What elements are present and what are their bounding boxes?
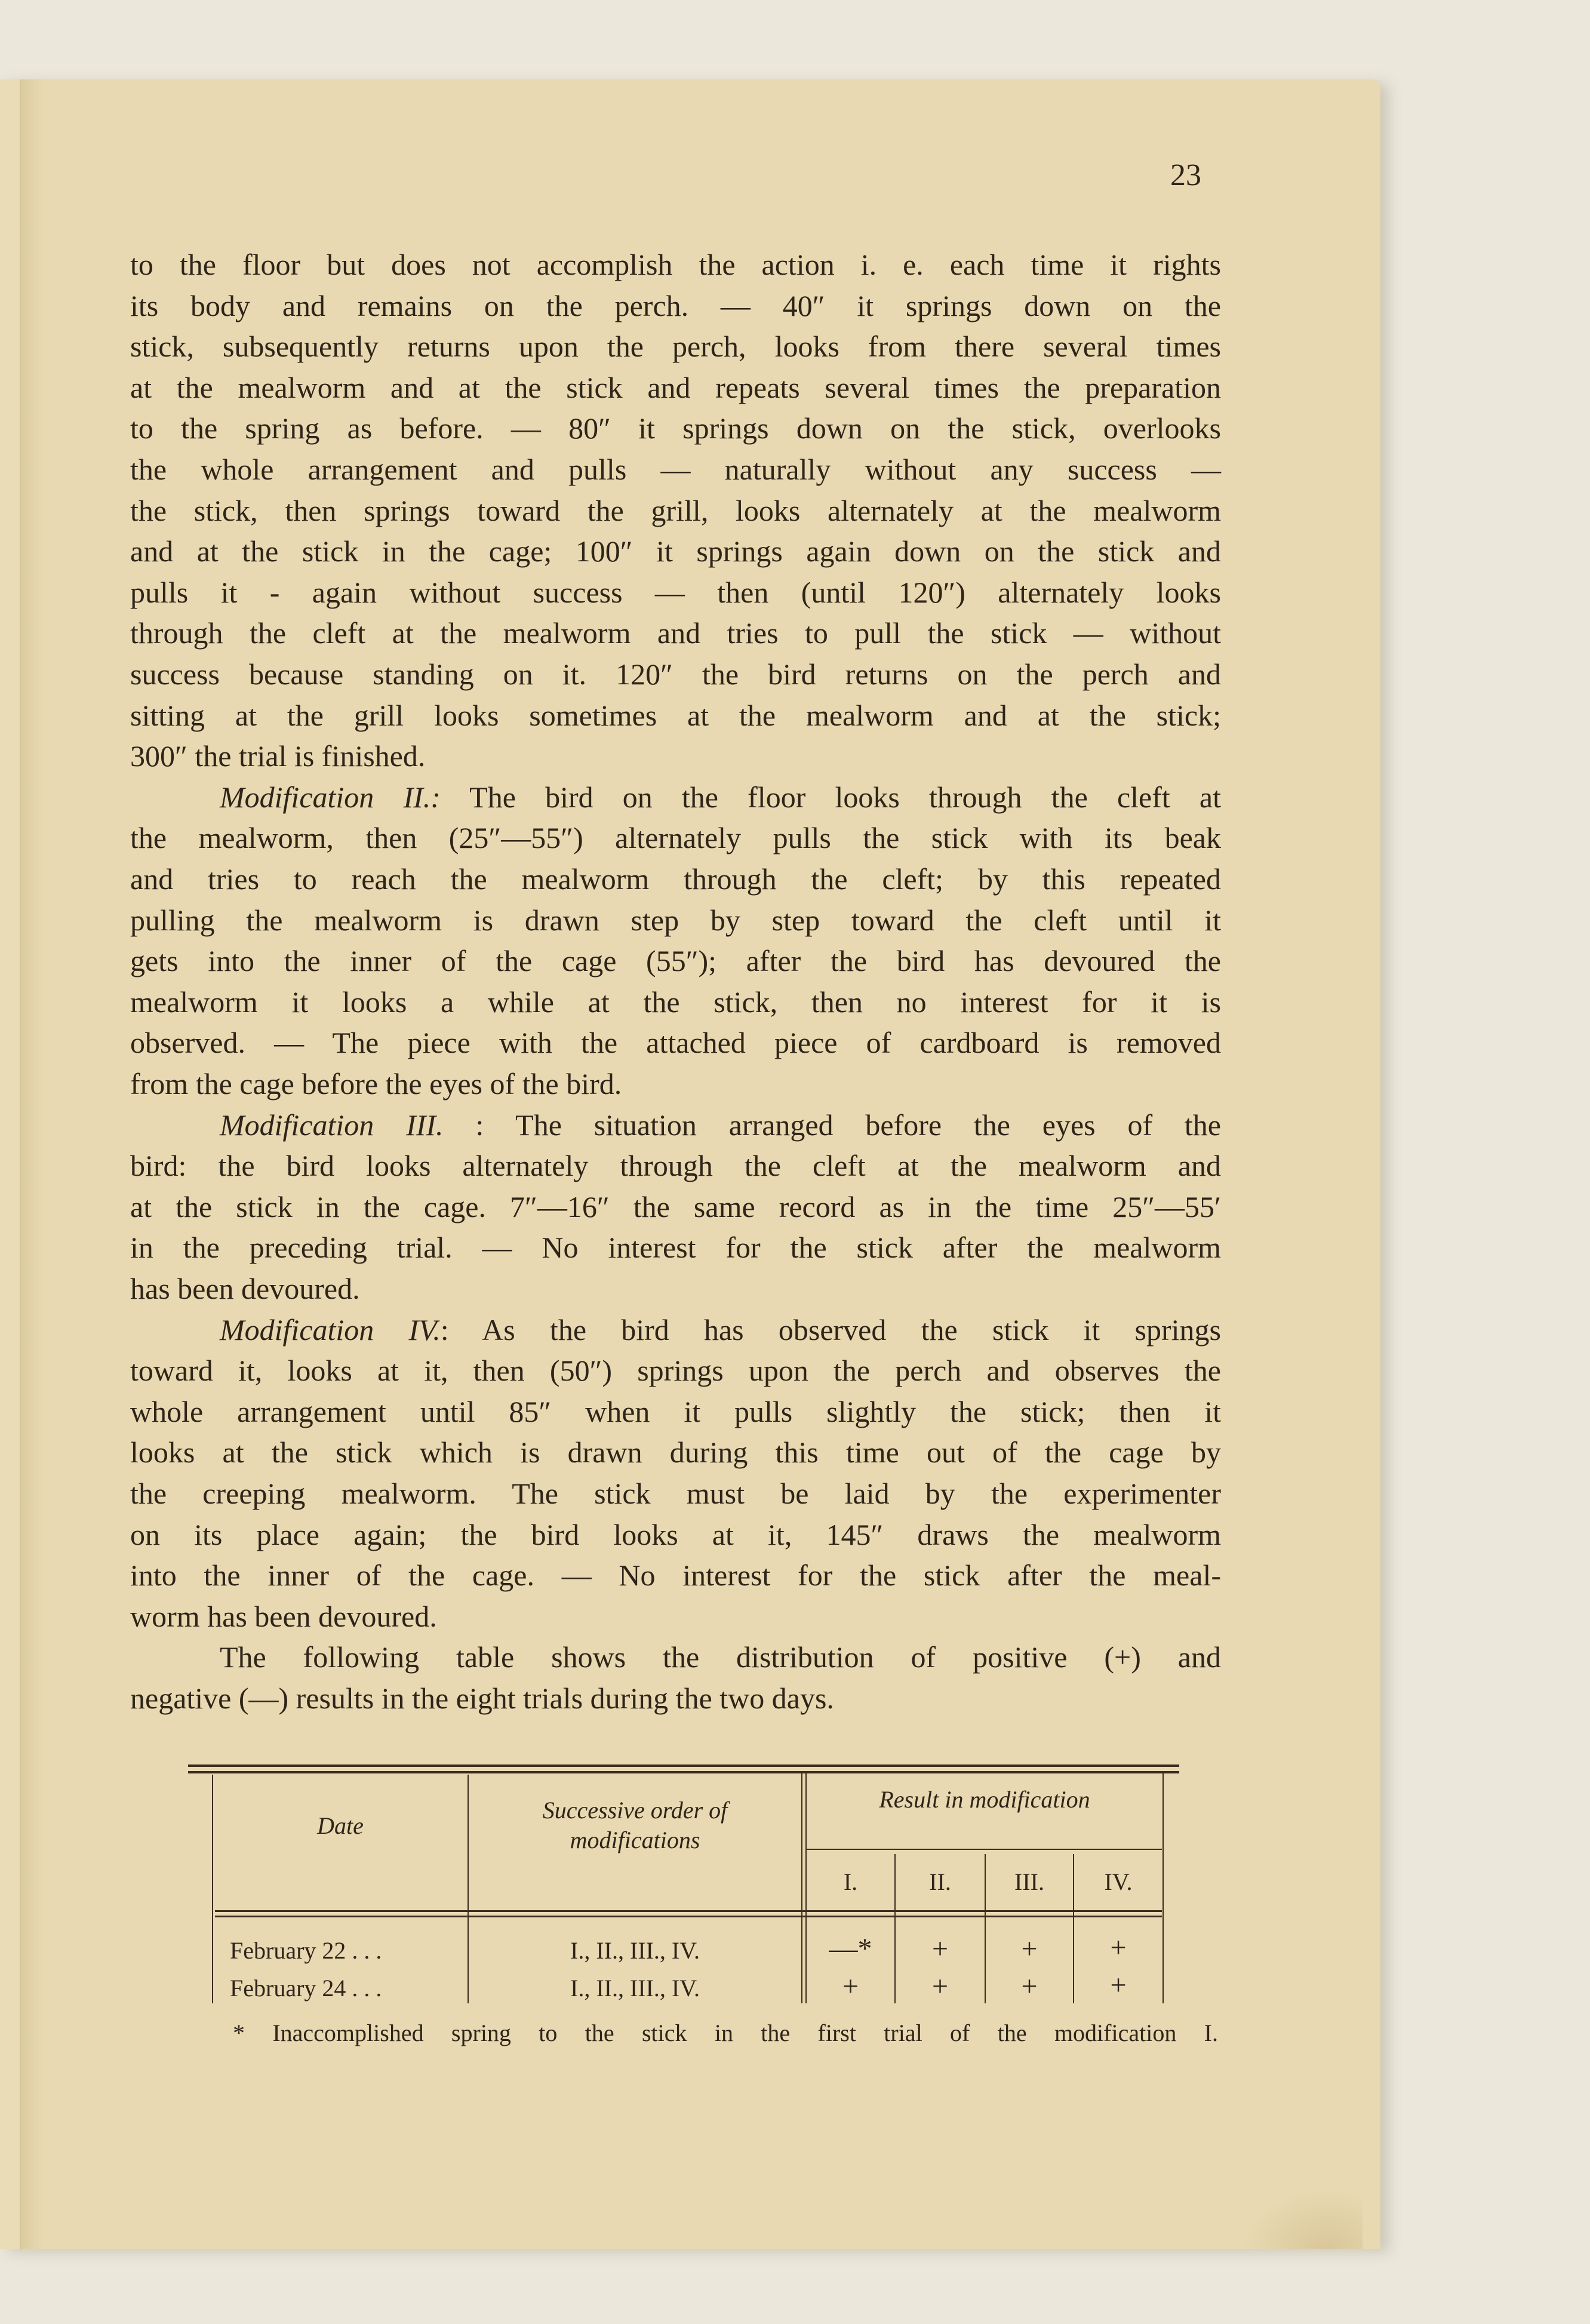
header-order-line1: Successive order of	[542, 1797, 728, 1824]
line-text: to the spring as before. — 80″ it springs down on the stick, overlooks	[130, 411, 1221, 445]
line-text: negative (—) results in the eight trials during the two days.	[130, 1681, 834, 1715]
body-line	[130, 823, 1221, 853]
table-top-rule	[188, 1764, 1179, 1767]
cell-order: I., II., III., IV.	[570, 1937, 700, 1964]
header-result-group: Result in modification	[879, 1786, 1090, 1813]
cell-result-ii: +	[931, 1971, 949, 2002]
line-text: at the mealworm and at the stick and repeats several times the preparation	[130, 370, 1221, 404]
body-line	[130, 905, 1221, 935]
line-text: 300″ the trial is finished.	[130, 739, 426, 773]
header-order-line2: modifications	[570, 1827, 700, 1853]
body-line	[130, 659, 1221, 689]
line-text: has been devoured.	[130, 1272, 360, 1305]
line-text: The following table shows the distribution of positive (+) and	[220, 1640, 1221, 1674]
result-subheader-rule	[807, 1849, 1162, 1850]
body-line	[130, 1151, 1221, 1181]
line-text: whole arrangement until 85″ when it pulls slightly the stick; then it	[130, 1394, 1221, 1428]
body-line	[130, 1069, 1221, 1099]
table-left-border	[212, 1775, 213, 2003]
cell-result-i: +	[842, 1971, 859, 2002]
page-number: 23	[1170, 158, 1201, 192]
header-result-i: I.	[843, 1868, 858, 1895]
line-text: at the stick in the cage. 7″—16″ the same record as in the time 25″—55′	[130, 1189, 1221, 1224]
modification-label: Modification IV.	[220, 1312, 441, 1347]
line-text: into the inner of the cage. — No interest for the stick after the meal-	[130, 1558, 1221, 1593]
modification-label: Modification III.	[220, 1108, 444, 1142]
cell-result-iv: +	[1110, 1932, 1127, 1963]
line-text: stick, subsequently returns upon the perch, looks from there several times	[130, 330, 1221, 364]
binding-fold-shadow	[21, 79, 44, 2249]
line-text: its body and remains on the perch. — 40″ it springs down on the	[130, 288, 1221, 322]
body-line	[130, 454, 1221, 484]
body-line	[130, 1354, 1221, 1388]
body-line	[130, 1274, 1221, 1304]
line-text: in the preceding trial. — No interest for the stick after the mealworm	[130, 1231, 1221, 1265]
table-top-rule-inner	[188, 1771, 1179, 1773]
table-right-border	[1162, 1772, 1164, 2003]
body-line	[130, 330, 1221, 364]
line-text: to the floor but does not accomplish the action i. e. each time it rights	[130, 248, 1221, 281]
body-line	[130, 493, 1221, 527]
body-line	[130, 413, 1221, 443]
body-line	[130, 1683, 1221, 1713]
body-line	[130, 618, 1221, 648]
line-text: bird: the bird looks alternately through the cleft at the mealworm and	[130, 1149, 1221, 1183]
header-result-iv: IV.	[1104, 1868, 1133, 1895]
line-text: the mealworm, then (25″—55″) alternately pulls the stick with its beak	[130, 821, 1221, 855]
line-text: from the cage before the eyes of the bird.	[130, 1067, 622, 1100]
body-line	[130, 1478, 1221, 1508]
line-text: : As the bird has observed the stick it springs	[440, 1312, 1221, 1347]
body-line	[130, 1558, 1221, 1593]
line-text: looks at the stick which is drawn during this time out of the cage by	[130, 1435, 1221, 1470]
body-line	[130, 1435, 1221, 1470]
body-line	[130, 1231, 1221, 1265]
body-line	[130, 1189, 1221, 1224]
cell-result-ii: +	[931, 1933, 949, 1965]
body-line	[130, 987, 1221, 1017]
header-result-iii: III.	[1014, 1868, 1044, 1895]
body-line	[130, 700, 1221, 730]
body-line	[130, 250, 1221, 279]
line-text: The bird on the floor looks through the cleft at	[440, 780, 1221, 814]
line-text: success because standing on it. 120″ the bird returns on the perch and	[130, 657, 1221, 691]
modification-paragraph-start	[220, 782, 1221, 812]
header-result-ii: II.	[929, 1868, 951, 1895]
paper-stain	[1243, 2189, 1363, 2249]
line-text: and at the stick in the cage; 100″ it springs again down on the stick and	[130, 534, 1221, 568]
header-date: Date	[317, 1812, 364, 1839]
modification-label: Modification II.:	[220, 780, 441, 814]
body-line	[130, 1028, 1221, 1058]
cell-result-iii: +	[1021, 1971, 1038, 2002]
line-text: pulling the mealworm is drawn step by step toward the cleft until it	[130, 903, 1221, 937]
body-line	[130, 864, 1221, 894]
header-bottom-rule-inner	[215, 1916, 1162, 1917]
line-text: toward it, looks at it, then (50″) springs upon the perch and observes the	[130, 1354, 1221, 1388]
cell-result-iv: +	[1110, 1969, 1127, 2001]
modification-paragraph-start	[220, 1312, 1221, 1347]
body-line	[220, 1642, 1221, 1672]
header-bottom-rule	[215, 1910, 1162, 1912]
line-text: observed. — The piece with the attached piece of cardboard is removed	[130, 1026, 1221, 1060]
line-text: : The situation arranged before the eyes of the	[443, 1108, 1221, 1142]
body-line	[130, 1601, 1221, 1631]
cell-date: February 24 . . .	[230, 1975, 382, 2002]
line-text: through the cleft at the mealworm and tries to pull the stick — without	[130, 616, 1221, 650]
line-text: gets into the inner of the cage (55″); after the bird has devoured the	[130, 944, 1221, 978]
line-text: and tries to reach the mealworm through the cleft; by this repeated	[130, 862, 1221, 896]
cell-date: February 22 . . .	[230, 1937, 382, 1964]
body-line	[130, 1517, 1221, 1551]
cell-result-i: —*	[829, 1933, 872, 1965]
line-text: pulls it - again without success — then (until 120″) alternately looks	[130, 575, 1221, 609]
line-text: the whole arrangement and pulls — naturally without any success —	[130, 453, 1221, 486]
body-line	[130, 536, 1221, 566]
line-text: mealworm it looks a while at the stick, then no interest for it is	[130, 985, 1221, 1019]
line-text: sitting at the grill looks sometimes at the mealworm and at the stick;	[130, 698, 1221, 732]
modification-paragraph-start	[220, 1110, 1221, 1140]
cell-order: I., II., III., IV.	[570, 1975, 700, 2002]
body-line	[130, 288, 1221, 322]
table-divider-order-results-a	[801, 1772, 802, 2003]
body-line	[130, 577, 1221, 607]
line-text: on its place again; the bird looks at it, 145″ draws the mealworm	[130, 1517, 1221, 1551]
body-line	[130, 741, 1221, 771]
line-text: worm has been devoured.	[130, 1599, 437, 1633]
line-text: the stick, then springs toward the grill, looks alternately at the mealworm	[130, 493, 1221, 527]
previous-page-edge	[0, 79, 21, 2249]
body-line	[130, 946, 1221, 976]
body-line	[130, 1394, 1221, 1428]
line-text: the creeping mealworm. The stick must be laid by the experimenter	[130, 1477, 1221, 1510]
table-footnote: * Inaccomplished spring to the stick in the first trial of the modification I.	[233, 2019, 1218, 2046]
cell-result-iii: +	[1021, 1933, 1038, 1965]
body-line	[130, 370, 1221, 404]
